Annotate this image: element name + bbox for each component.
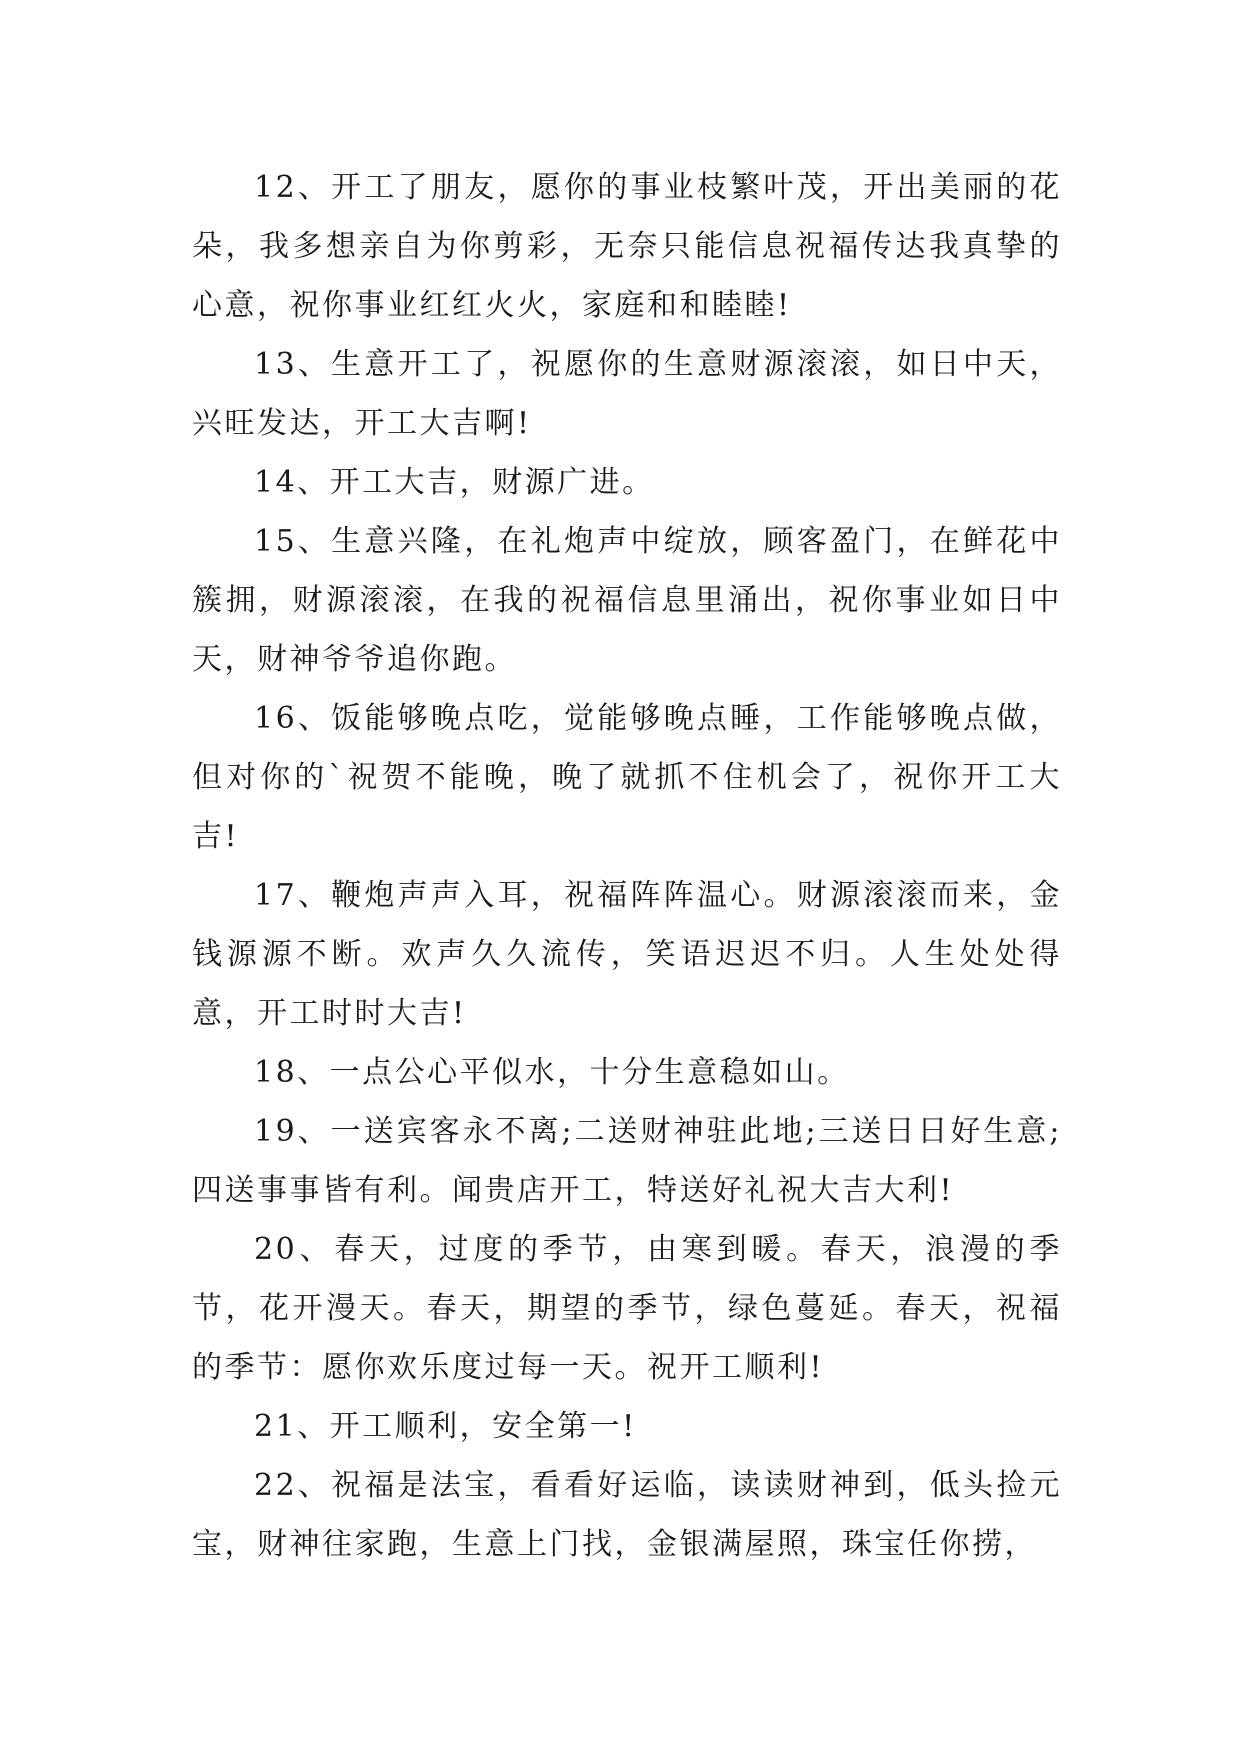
paragraph-22: 22、祝福是法宝，看看好运临，读读财神到，低头捡元宝，财神往家跑，生意上门找，金银满屋照，珠宝任你捞， bbox=[192, 1468, 1062, 1562]
paragraph-16: 16、饭能够晚点吃，觉能够晚点睡，工作能够晚点做，但对你的`祝贺不能晚，晚了就抓不住机会了，祝你开工大吉! bbox=[192, 701, 1062, 854]
paragraph-21: 21、开工顺利，安全第一! bbox=[254, 1409, 637, 1444]
paragraph-13: 13、生意开工了，祝愿你的生意财源滚滚，如日中天，兴旺发达，开工大吉啊! bbox=[192, 347, 1062, 441]
paragraph-14: 14、开工大吉，财源广进。 bbox=[254, 465, 655, 500]
document-body bbox=[192, 158, 1062, 1574]
paragraph-15: 15、生意兴隆，在礼炮声中绽放，顾客盈门，在鲜花中簇拥，财源滚滚，在我的祝福信息里涌出，祝你事业如日中天，财神爷爷追你跑。 bbox=[192, 524, 1062, 677]
paragraph-19: 19、一送宾客永不离;二送财神驻此地;三送日日好生意;四送事事皆有利。闻贵店开工，特送好礼祝大吉大利! bbox=[192, 1114, 1062, 1208]
paragraph-12: 12、开工了朋友，愿你的事业枝繁叶茂，开出美丽的花朵，我多想亲自为你剪彩，无奈只能信息祝福传达我真挚的心意，祝你事业红红火火，家庭和和睦睦! bbox=[192, 170, 1062, 323]
paragraph-20: 20、春天，过度的季节，由寒到暖。春天，浪漫的季节，花开漫天。春天，期望的季节，绿色蔓延。春天，祝福的季节：愿你欢乐度过每一天。祝开工顺利! bbox=[192, 1232, 1062, 1385]
paragraph-18: 18、一点公心平似水，十分生意稳如山。 bbox=[254, 1055, 850, 1090]
paragraph-17: 17、鞭炮声声入耳，祝福阵阵温心。财源滚滚而来，金钱源源不断。欢声久久流传，笑语迟迟不归。人生处处得意，开工时时大吉! bbox=[192, 878, 1062, 1031]
